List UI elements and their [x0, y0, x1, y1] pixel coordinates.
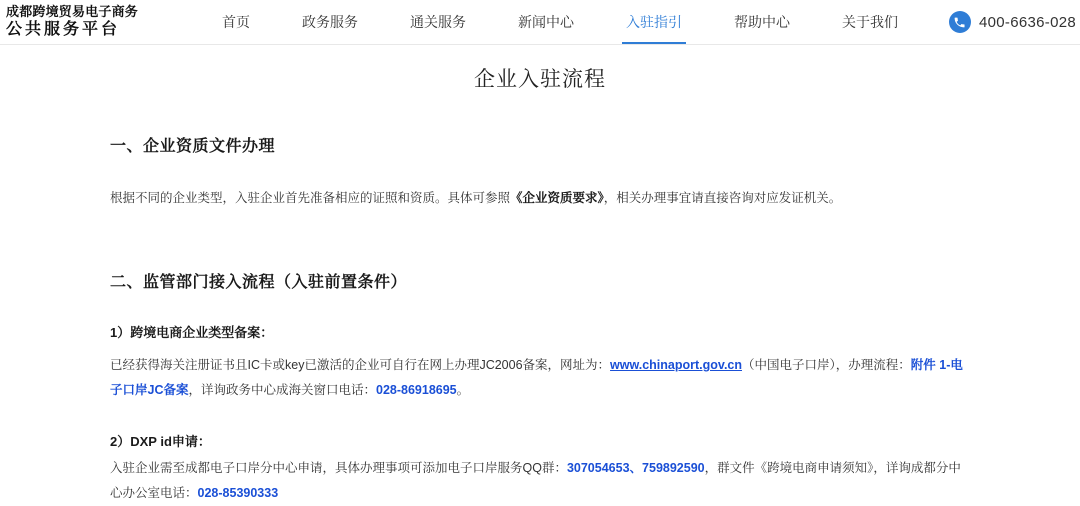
subsection-2-text-part-2: ，群文件《跨境电商申请须知》，详询成都分中心办公室电话： [110, 461, 961, 500]
subsection-1-paragraph [110, 353, 970, 403]
brand-line-2: 公共服务平台 [6, 21, 121, 39]
main-navigation [171, 0, 949, 44]
nav-item-government-services[interactable]: 政务服务 [301, 14, 358, 30]
nav-item-about-us[interactable]: 关于我们 [841, 14, 898, 30]
section-heading-2: 二、监管部门接入流程（入驻前置条件） [110, 274, 408, 291]
hotline [949, 11, 1080, 33]
customs-window-phone: 028-86918695 [376, 383, 457, 397]
qq-group-2: 759892590 [642, 461, 705, 475]
chinaport-link[interactable]: www.chinaport.gov.cn [610, 358, 742, 372]
nav-item-onboarding-guide[interactable]: 入驻指引 [600, 0, 708, 44]
subsection-1-text-part-1: 已经获得海关注册证书且IC卡或key已激活的企业可自行在网上办理JC2006备案，网址为： [110, 358, 611, 372]
hotline-number: 400-6636-028 [978, 13, 1076, 31]
qualification-requirements-reference: 《企业资质要求》 [510, 191, 604, 205]
subsection-2-text-part-1: 入驻企业需至成都电子口岸分中心申请，具体办理事项可添加电子口岸服务QQ群： [110, 461, 567, 475]
qq-group-1: 307054653 [566, 461, 630, 475]
section-1-paragraph [110, 186, 970, 211]
subsection-heading-2: 2）DXP id申请： [110, 434, 211, 449]
phone-icon [949, 11, 971, 33]
page-title: 企业入驻流程 [474, 68, 606, 91]
subsection-heading-1: 1）跨境电商企业类型备案： [110, 325, 274, 340]
site-header [0, 0, 1080, 45]
site-brand[interactable] [0, 4, 171, 40]
nav-item-help-center[interactable]: 帮助中心 [733, 14, 790, 30]
attachment-1-link[interactable]: 附件 1-电子口岸JC备案 [110, 358, 963, 397]
branch-office-phone: 028-85390333 [197, 486, 279, 500]
subsection-2-paragraph [110, 456, 970, 506]
qq-separator: 、 [629, 461, 643, 475]
page-body [0, 45, 1080, 506]
subsection-1-text-part-4: 。 [456, 383, 470, 397]
nav-item-customs-services[interactable]: 通关服务 [409, 14, 466, 30]
subsection-1-text-part-3: ，详询政务中心成海关窗口电话： [188, 383, 376, 397]
content-container [0, 133, 1080, 506]
section-1-text-part-1: 根据不同的企业类型，入驻企业首先准备相应的证照和资质。具体可参照 [110, 191, 511, 205]
subsection-2 [110, 431, 970, 506]
nav-item-news-center[interactable]: 新闻中心 [517, 14, 574, 30]
subsection-1-text-part-2: （中国电子口岸），办理流程： [742, 358, 911, 372]
section-heading-1: 一、企业资质文件办理 [110, 138, 276, 155]
nav-item-home[interactable]: 首页 [221, 14, 250, 30]
section-1-text-part-2: ，相关办理事宜请直接咨询对应发证机关。 [603, 191, 842, 205]
brand-line-1: 成都跨境贸易电子商务 [6, 3, 139, 19]
